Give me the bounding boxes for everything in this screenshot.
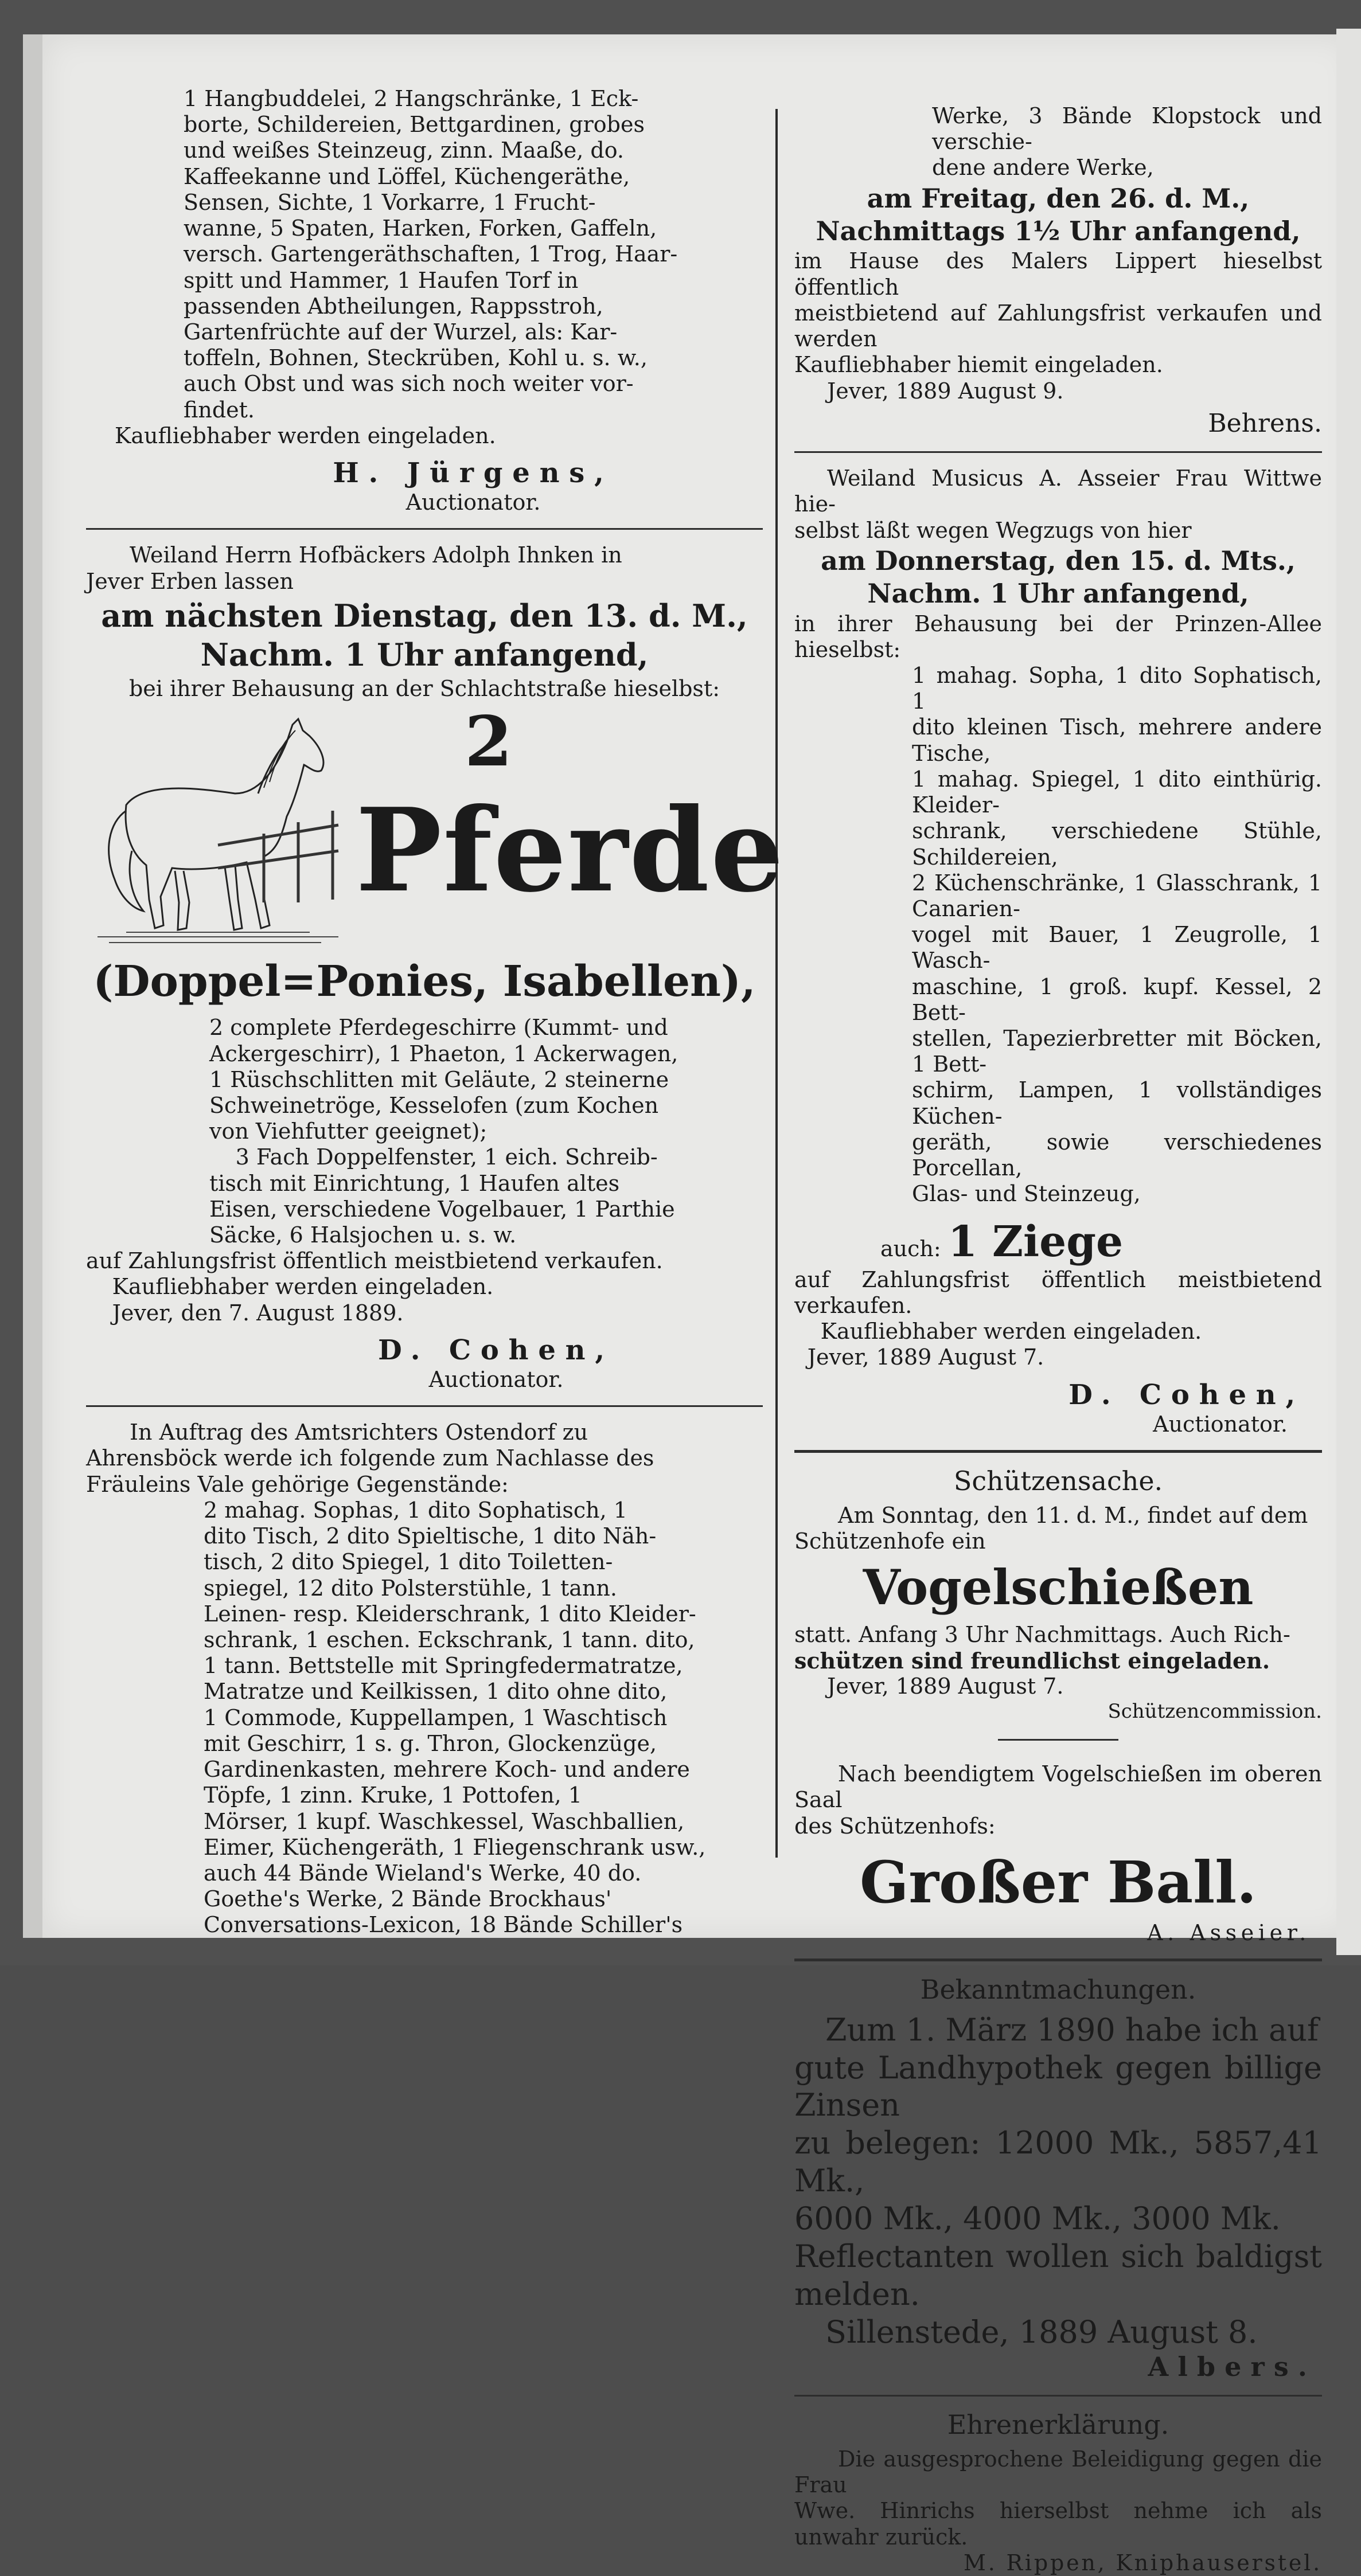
text-line: statt. Anfang 3 Uhr Nachmittags. Auch Rich- — [794, 1621, 1290, 1647]
text-line: versch. Gartengeräthschaften, 1 Trog, Haar- — [184, 241, 678, 267]
text-line: In Auftrag des Amtsrichters Ostendorf zu — [130, 1420, 588, 1445]
auction-time: Nachm. 1 Uhr anfangend, — [200, 636, 649, 673]
text-line: Zum 1. März 1890 habe ich auf — [825, 2011, 1319, 2048]
horse-headline: Pferde — [356, 783, 785, 918]
text-line: Jever Erben lassen — [86, 568, 294, 594]
text-line: Eisen, verschiedene Vogelbauer, 1 Parthie — [209, 1196, 675, 1222]
section-rule — [794, 1450, 1322, 1453]
text-line: selbst läßt wegen Wegzugs von hier — [794, 517, 1192, 543]
dateline: Jever, den 7. August 1889. — [112, 1300, 404, 1326]
text-line: Werke, 3 Bände Klopstock und verschie- — [932, 103, 1322, 155]
ad-ehrenerklaerung — [794, 2409, 1322, 2576]
left-column — [86, 86, 785, 1938]
adjacent-page-edge — [1336, 29, 1361, 1955]
text-line: Gartenfrüchte auf der Wurzel, als: Kar- — [184, 319, 618, 345]
text-line: Säcke, 6 Halsjochen u. s. w. — [209, 1222, 517, 1248]
text-line: Weiland Herrn Hofbäckers Adolph Ihnken in — [130, 542, 622, 568]
section-rule — [794, 451, 1322, 453]
signature: Behrens. — [1208, 408, 1322, 438]
text-line: 2 complete Pferdegeschirre (Kummt- und — [209, 1015, 668, 1041]
invite-text: Kaufliebhaber werden eingeladen. — [115, 423, 496, 448]
text-line: dito Tisch, 2 dito Spieltische, 1 dito Näh- — [204, 1523, 657, 1549]
section-rule — [86, 1405, 763, 1407]
text-line: spiegel, 12 dito Polsterstühle, 1 tann. — [204, 1575, 617, 1601]
text-line: Leinen- resp. Kleiderschrank, 1 dito Kleider- — [204, 1601, 696, 1627]
signature: M. Rippen, Kniphauserstel. — [964, 2550, 1322, 2575]
text-line: passenden Abtheilungen, Rappsstroh, — [184, 293, 603, 319]
dateline: Jever, 1889 August 7. — [827, 1674, 1064, 1699]
text-line: Schweinetröge, Kesselofen (zum Kochen — [209, 1092, 659, 1118]
text-line: toffeln, Bohnen, Steckrüben, Kohl u. s. w., — [184, 345, 648, 371]
goat-prefix: auch: — [880, 1236, 941, 1261]
text-line: Weiland Musicus A. Asseier Frau Wittwe hie- — [794, 466, 1322, 517]
event-headline: Großer Ball. — [860, 1848, 1257, 1916]
invite-text: Kaufliebhaber werden eingeladen. — [112, 1274, 494, 1300]
text-line: 1 Rüschschlitten mit Geläute, 2 steinerne — [209, 1066, 669, 1092]
text-line: Nach beendigtem Vogelschießen im oberen Saal — [794, 1761, 1322, 1813]
text-line: vogel mit Bauer, 1 Zeugrolle, 1 Wasch- — [912, 922, 1322, 974]
text-line: Fräuleins Vale gehörige Gegenstände: — [86, 1471, 509, 1497]
text-line: mit Geschirr, 1 s. g. Thron, Glockenzüge, — [204, 1730, 657, 1756]
text-line: Mörser, 1 kupf. Waschkessel, Waschballien, — [204, 1808, 685, 1834]
text-line: schirm, Lampen, 1 vollständiges Küchen- — [912, 1077, 1322, 1129]
horse-illustration — [92, 707, 344, 948]
text-line: Ahrensböck werde ich folgende zum Nachlasse des — [86, 1445, 654, 1471]
dateline: Jever, 1889 August 9. — [827, 378, 1064, 404]
text-line: 1 Commode, Kuppellampen, 1 Waschtisch — [204, 1705, 668, 1730]
text-line: gute Landhypothek gegen billige Zinsen — [794, 2049, 1322, 2124]
text-line: des Schützenhofs: — [794, 1813, 996, 1839]
text-line: geräth, sowie verschiedenes Porcellan, — [912, 1129, 1322, 1181]
text-line: meistbietend auf Zahlungsfrist verkaufen und werden — [794, 300, 1322, 352]
text-line: Gardinenkasten, mehrere Koch- und andere — [204, 1757, 690, 1783]
text-line: 1 mahag. Sopha, 1 dito Sophatisch, 1 — [912, 662, 1322, 714]
role-text: Auctionator. — [405, 490, 541, 515]
text-line: schrank, verschiedene Stühle, Schildereien, — [912, 818, 1322, 870]
text-line: Ackergeschirr), 1 Phaeton, 1 Ackerwagen, — [209, 1041, 678, 1066]
text-line: Sensen, Sichte, 1 Vorkarre, 1 Frucht- — [184, 189, 596, 215]
ad-schuetzen — [794, 1465, 1322, 1723]
ad-ostendorf — [86, 1420, 763, 1938]
ad-albers — [794, 1974, 1322, 2382]
text-line: tisch, 2 dito Spiegel, 1 dito Toiletten- — [204, 1549, 613, 1575]
terms-text: auf Zahlungsfrist öffentlich meistbietend verkaufen. — [86, 1248, 663, 1274]
text-line: Kaufliebhaber hiemit eingeladen. — [794, 352, 1163, 378]
auction-date: am Donnerstag, den 15. d. Mts., — [821, 545, 1296, 576]
goat-line — [794, 1217, 1322, 1267]
text-line: Glas- und Steinzeug, — [912, 1181, 1141, 1207]
section-title: Schützensache. — [953, 1465, 1163, 1496]
text-line: und weißes Steinzeug, zinn. Maaße, do. — [184, 138, 624, 163]
text-line: dito kleinen Tisch, mehrere andere Tische, — [912, 714, 1322, 766]
auction-time: Nachm. 1 Uhr anfangend, — [867, 577, 1249, 609]
text-line: 1 mahag. Spiegel, 1 dito einthürig. Kleider- — [912, 766, 1322, 818]
text-line: dene andere Werke, — [932, 155, 1154, 181]
ad-juergens-lines — [184, 86, 763, 423]
text-line: auch Obst und was sich noch weiter vor- — [184, 371, 634, 397]
terms-text: auf Zahlungsfrist öffentlich meistbietend verkaufen. — [794, 1266, 1322, 1318]
text-line: tisch mit Einrichtung, 1 Haufen altes — [209, 1170, 620, 1196]
text-line: Die ausgesprochene Beleidigung gegen die Frau — [794, 2446, 1322, 2498]
auction-date: am Freitag, den 26. d. M., — [867, 182, 1250, 214]
text-line: Töpfe, 1 zinn. Kruke, 1 Pottofen, 1 — [204, 1783, 582, 1808]
invite-text: Kaufliebhaber werden eingeladen. — [820, 1319, 1202, 1344]
text-line: 2 mahag. Sophas, 1 dito Sophatisch, 1 — [204, 1497, 627, 1523]
signature: D. Cohen, — [378, 1334, 614, 1366]
signature: H. Jürgens, — [333, 457, 614, 490]
text-line: 1 Hangbuddelei, 2 Hangschränke, 1 Eck- — [184, 86, 639, 111]
text-line: im Hause des Malers Lippert hieselbst öffentlich — [794, 248, 1322, 300]
section-rule — [794, 1959, 1322, 1961]
item-list — [794, 663, 1322, 1207]
section-rule — [794, 2395, 1322, 2397]
text-line: Reflectanten wollen sich baldigst melden. — [794, 2238, 1322, 2312]
text-line: 6000 Mk., 4000 Mk., 3000 Mk. — [794, 2200, 1281, 2237]
ad-ihnken — [86, 542, 785, 1393]
text-line: schützen sind freundlichst eingeladen. — [794, 1648, 1270, 1674]
section-title: Ehrenerklärung. — [947, 2409, 1169, 2441]
ad-juergens — [115, 86, 763, 515]
signature: Albers. — [1148, 2351, 1316, 2382]
signature: Schützencommission. — [1107, 1699, 1322, 1723]
text-line: von Viehfutter geeignet); — [209, 1119, 488, 1144]
text-line: Kaffeekanne und Löffel, Küchengeräthe, — [184, 163, 630, 189]
goat-headline: 1 Ziege — [947, 1217, 1124, 1266]
horse-count: 2 — [465, 701, 513, 783]
right-column — [794, 103, 1322, 2576]
text-line: auch 44 Bände Wieland's Werke, 40 do. — [204, 1860, 642, 1886]
role-text: Auctionator. — [428, 1367, 564, 1393]
item-list — [86, 1498, 763, 1938]
text-line: borte, Schildereien, Bettgardinen, grobes — [184, 112, 645, 138]
text-line: Conversations-Lexicon, 18 Bände Schiller's — [204, 1912, 683, 1938]
signature: A. Asseier. — [1147, 1920, 1311, 1945]
horse-headline-block — [86, 701, 785, 954]
text-line: 3 Fach Doppelfenster, 1 eich. Schreib- — [235, 1144, 658, 1170]
role-text: Auctionator. — [1153, 1411, 1288, 1437]
short-rule — [998, 1739, 1118, 1741]
auction-place: in ihrer Behausung bei der Prinzen-Allee hieselbst: — [794, 611, 1322, 662]
text-line: Schützenhofe ein — [794, 1528, 986, 1554]
text-line: Goethe's Werke, 2 Bände Brockhaus' — [204, 1886, 612, 1912]
ad-ball — [794, 1761, 1322, 1946]
dateline: Jever, 1889 August 7. — [807, 1344, 1044, 1370]
text-line: Eimer, Küchengeräth, 1 Fliegenschrank usw., — [204, 1834, 706, 1860]
dateline: Sillenstede, 1889 August 8. — [825, 2313, 1258, 2350]
text-line: 1 tann. Bettstelle mit Springfedermatratze, — [204, 1653, 683, 1679]
section-title: Bekanntmachungen. — [920, 1973, 1196, 2005]
continued-lines — [794, 103, 1322, 181]
text-line: Am Sonntag, den 11. d. M., findet auf dem — [838, 1502, 1308, 1528]
auction-place: bei ihrer Behausung an der Schlachtstraße hieselbst: — [128, 676, 720, 702]
event-headline: Vogelschießen — [863, 1559, 1254, 1616]
text-line: spitt und Hammer, 1 Haufen Torf in — [184, 267, 579, 293]
text-line: 2 Küchenschränke, 1 Glasschrank, 1 Canarien- — [912, 870, 1322, 921]
text-line: wanne, 5 Spaten, Harken, Forken, Gaffeln, — [184, 216, 657, 241]
ad-asseier — [794, 466, 1322, 1437]
horse-subheadline: (Doppel=Ponies, Isabellen), — [93, 957, 756, 1007]
auction-date: am nächsten Dienstag, den 13. d. M., — [101, 597, 748, 634]
section-rule — [86, 528, 763, 530]
text-line: schrank, 1 eschen. Eckschrank, 1 tann. dito, — [204, 1627, 695, 1652]
item-list — [86, 1015, 763, 1248]
column-divider — [775, 109, 778, 1858]
text-line: maschine, 1 groß. kupf. Kessel, 2 Bett- — [912, 974, 1322, 1025]
auction-time: Nachmittags 1½ Uhr anfangend, — [816, 215, 1301, 247]
text-line: findet. — [184, 397, 255, 423]
text-line: Wwe. Hinrichs hierselbst nehme ich als unwahr zurück. — [794, 2498, 1322, 2550]
ad-behrens — [794, 103, 1322, 439]
text-line: stellen, Tapezierbretter mit Böcken, 1 Bett- — [912, 1026, 1322, 1077]
text-line: zu belegen: 12000 Mk., 5857,41 Mk., — [794, 2125, 1322, 2199]
text-line: Matratze und Keilkissen, 1 dito ohne dito, — [204, 1679, 668, 1705]
signature: D. Cohen, — [1068, 1378, 1305, 1411]
